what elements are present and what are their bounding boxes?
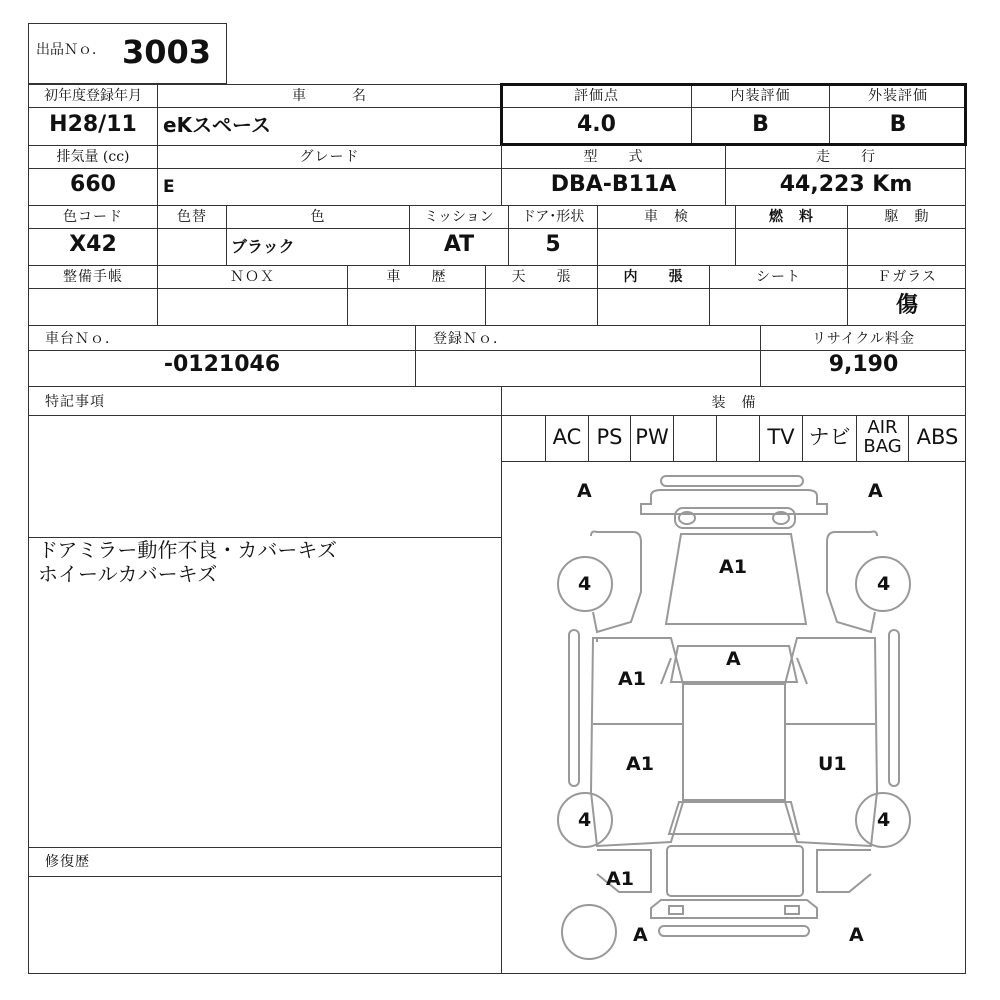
equipment-item-navi: ナビ [808,425,851,449]
first-registration-label: 初年度登録年月 [44,88,142,104]
color-code-value: X42 [69,232,117,257]
front-glass-value: 傷 [895,293,918,318]
inspection-label: 車 検 [644,209,689,225]
equipment-label: 装 備 [711,395,757,411]
fuel-label: 燃 料 [769,209,814,225]
transmission-label: ミッション [424,209,494,225]
color-code-label: 色コード [63,209,123,225]
mileage-value: 44,223 Km [779,172,913,197]
damage-windshield: A [726,648,741,670]
equipment-item-airbag: AIR BAG [863,417,902,457]
equipment-item-ps: PS [596,425,623,449]
special-notes-label: 特記事項 [45,394,105,410]
grade-label: グレード [299,149,360,165]
tire-rear-right-value: 4 [877,809,891,831]
car-damage-diagram [501,462,967,974]
car-name-value: eKスペース [163,113,272,137]
equipment-item-tv: TV [767,425,795,449]
tire-rear-left-value: 4 [578,809,592,831]
nox-label: ＮＯＸ [230,269,275,285]
model-code-label: 型 式 [583,149,644,165]
score-value: 4.0 [577,112,616,137]
lot-number-label: 出品Ｎｏ． [36,42,106,58]
car-name-label: 車 名 [292,88,367,104]
lot-number-value: 3003 [122,33,212,71]
recycle-fee-value: 9,190 [828,352,899,377]
door-value: 5 [545,232,561,257]
color-value: ブラック [231,237,295,256]
displacement-label: 排気量 (cc) [56,149,130,165]
color-change-label: 色替 [177,209,207,225]
interior-grade-label: 内装評価 [730,88,791,104]
vehicle-history-label: 車 歴 [386,269,447,285]
displacement-value: 660 [70,172,116,197]
note-line: ドアミラー動作不良・カバーキズ [38,538,337,562]
interior-grade-value: B [752,112,769,137]
door-shape-label: ドア･形状 [521,209,585,225]
first-registration-value: H28/11 [49,112,137,137]
grade-value: E [163,177,175,197]
roof-lining-label: 天 張 [511,269,572,285]
damage-front-right-corner: A [868,480,883,502]
damage-rear-left-quarter: A1 [606,868,634,890]
damage-hood: A1 [719,556,747,578]
tire-front-right-value: 4 [877,573,891,595]
note-line: ホイールカバーキズ [38,562,218,586]
transmission-value: AT [443,232,475,257]
tire-front-left-value: 4 [578,573,592,595]
damage-rear-left-door: A1 [626,753,654,775]
chassis-number-label: 車台Ｎｏ． [45,331,120,347]
equipment-item-abs: ABS [916,425,959,449]
interior-lining-label: 内 張 [623,269,684,285]
exterior-grade-value: B [889,112,907,137]
damage-front-left-corner: A [577,480,592,502]
score-label: 評価点 [574,88,619,104]
damage-front-left-door: A1 [618,668,646,690]
seat-label: シート [756,269,801,285]
drive-label: 駆 動 [884,209,930,225]
repair-history-label: 修復歴 [45,854,90,870]
damage-rear-left-corner: A [633,924,648,946]
damage-rear-right-door: U1 [818,753,847,775]
equipment-item-ac: AC [552,425,582,449]
model-code-value: DBA-B11A [550,172,677,197]
registration-number-label: 登録Ｎｏ． [433,331,508,347]
mileage-label: 走 行 [816,149,876,165]
damage-rear-right-corner: A [849,924,864,946]
maintenance-book-label: 整備手帳 [63,269,123,285]
front-glass-label: Ｆガラス [877,269,937,285]
chassis-number-value: -0121046 [163,352,281,377]
recycle-fee-label: リサイクル料金 [811,331,916,347]
equipment-item-pw: PW [635,425,669,449]
exterior-grade-label: 外装評価 [868,88,928,104]
color-label: 色 [310,209,326,225]
